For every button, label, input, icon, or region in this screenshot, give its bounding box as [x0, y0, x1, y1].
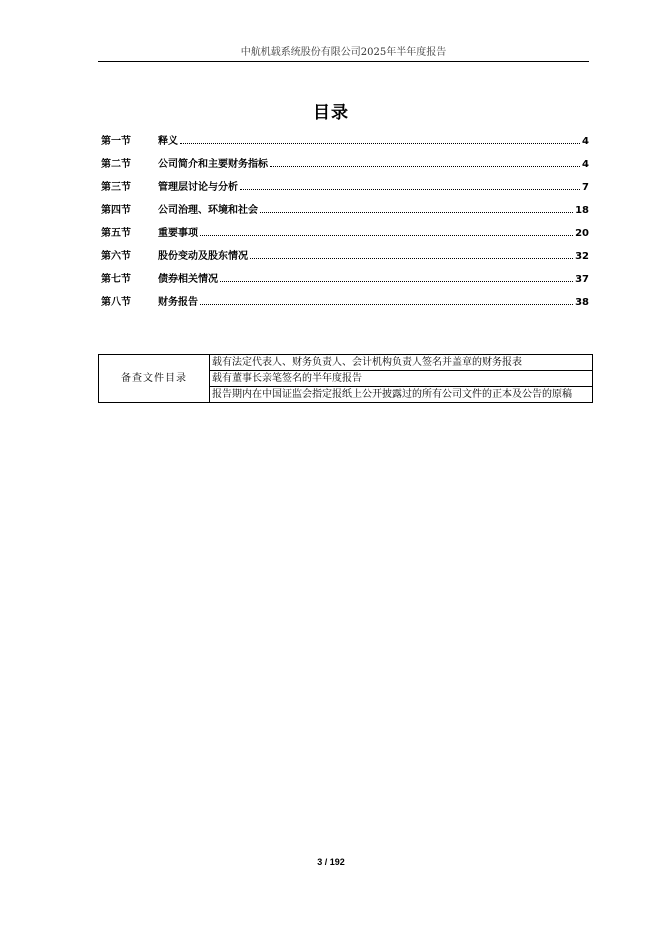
toc-entry[interactable]: [101, 224, 589, 247]
reference-doc-item: 载有董事长亲笔签名的半年度报告: [210, 371, 593, 387]
toc-title: 目录: [313, 103, 349, 123]
toc-entry[interactable]: [101, 270, 589, 293]
reference-doc-item: 载有法定代表人、财务负责人、会计机构负责人签名并盖章的财务报表: [210, 355, 593, 371]
toc-section-name: 财务报告: [158, 297, 198, 308]
reference-documents-table: [98, 354, 593, 403]
toc-section-number: 第八节: [101, 297, 131, 308]
toc-section-number: 第五节: [101, 228, 131, 239]
toc-section-number: 第四节: [101, 205, 131, 216]
toc-page-number: 18: [575, 205, 589, 216]
toc-section-name: 公司简介和主要财务指标: [158, 159, 268, 170]
toc-section-name: 债券相关情况: [158, 274, 218, 285]
page-number: 3 / 192: [317, 857, 345, 867]
toc-section-name: 股份变动及股东情况: [158, 251, 248, 262]
toc-section-number: 第七节: [101, 274, 131, 285]
toc-entry[interactable]: [101, 247, 589, 270]
toc-page-number: 20: [575, 228, 589, 239]
toc-leader-dots: [200, 296, 573, 305]
toc-section-name: 管理层讨论与分析: [158, 182, 238, 193]
toc-entry[interactable]: [101, 155, 589, 178]
toc-section-name: 公司治理、环境和社会: [158, 205, 258, 216]
toc-entry[interactable]: [101, 178, 589, 201]
toc-page-number: 32: [575, 251, 589, 262]
table-of-contents: [101, 132, 589, 316]
toc-entry[interactable]: [101, 201, 589, 224]
header-divider: [98, 61, 589, 62]
toc-page-number: 4: [582, 136, 589, 147]
toc-section-number: 第三节: [101, 182, 131, 193]
toc-leader-dots: [180, 135, 580, 144]
toc-section-number: 第二节: [101, 159, 131, 170]
toc-section-name: 重要事项: [158, 228, 198, 239]
toc-entry[interactable]: [101, 293, 589, 316]
toc-page-number: 37: [575, 274, 589, 285]
toc-page-number: 7: [582, 182, 589, 193]
toc-leader-dots: [200, 227, 573, 236]
report-header: 中航机载系统股份有限公司2025年半年度报告: [240, 47, 447, 58]
toc-leader-dots: [260, 204, 573, 213]
toc-leader-dots: [220, 273, 573, 282]
toc-section-number: 第六节: [101, 251, 131, 262]
toc-entry[interactable]: [101, 132, 589, 155]
toc-leader-dots: [270, 158, 580, 167]
reference-doc-item: 报告期内在中国证监会指定报纸上公开披露过的所有公司文件的正本及公告的原稿: [210, 387, 593, 403]
toc-section-name: 释义: [158, 136, 178, 147]
toc-page-number: 38: [575, 297, 589, 308]
reference-docs-label: 备查文件目录: [99, 355, 210, 403]
toc-leader-dots: [250, 250, 573, 259]
toc-section-number: 第一节: [101, 136, 131, 147]
toc-leader-dots: [240, 181, 580, 190]
toc-page-number: 4: [582, 159, 589, 170]
